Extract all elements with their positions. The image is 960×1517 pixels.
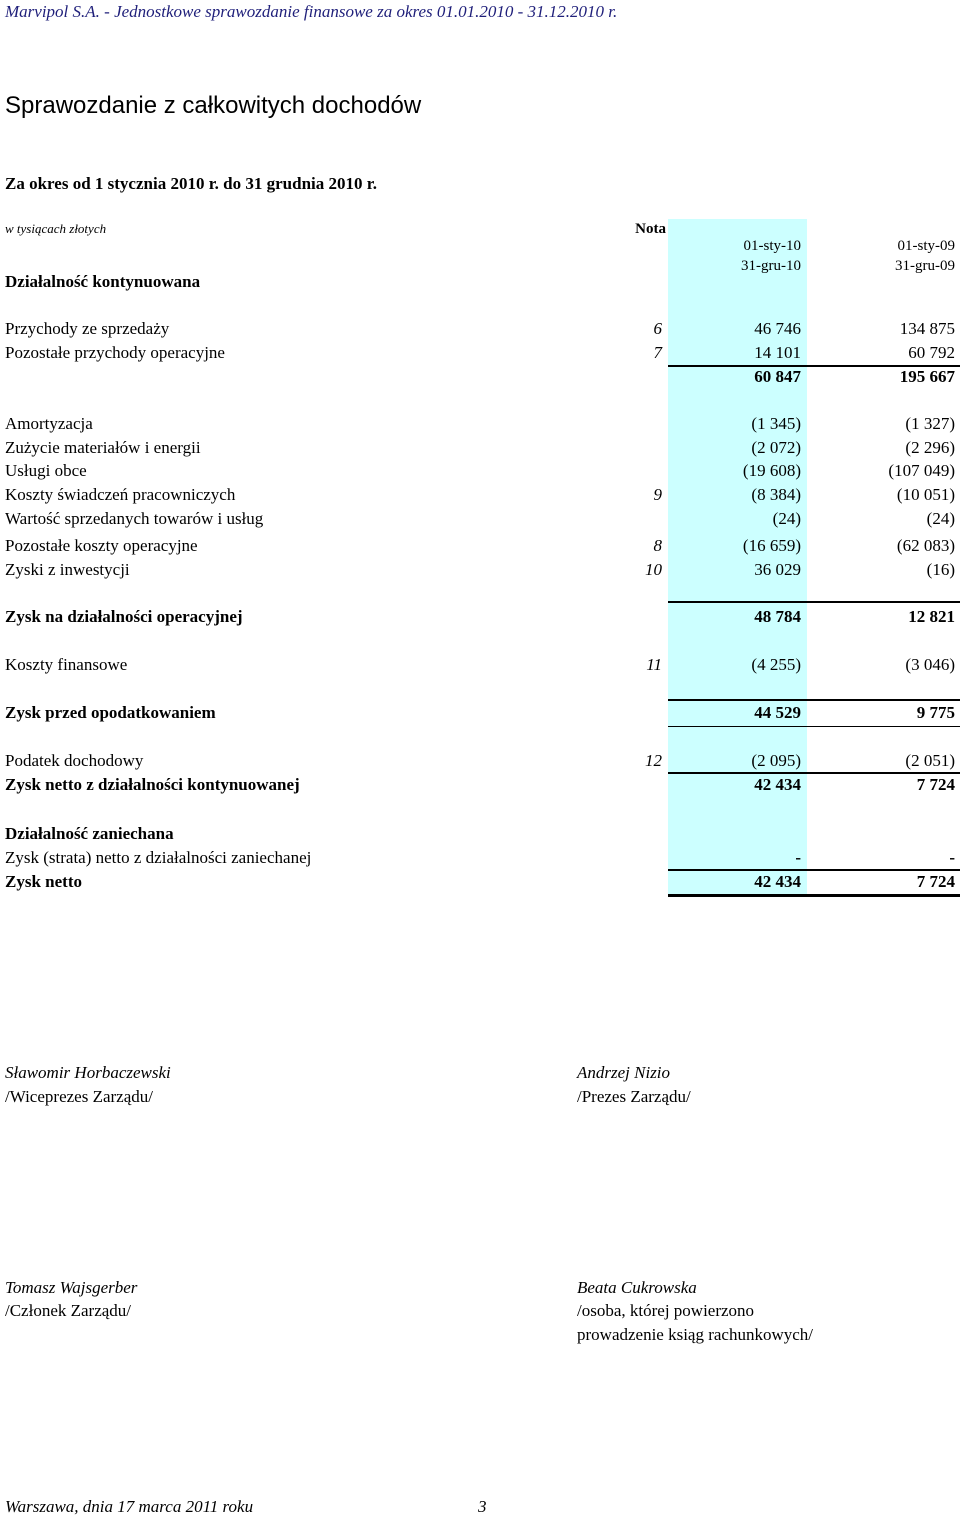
- row-note: 8: [653, 536, 662, 555]
- statement-row: [0, 438, 960, 460]
- pretax-rule: [668, 699, 960, 701]
- signatory-name: Tomasz Wajsgerber: [5, 1278, 138, 1297]
- row-label: Podatek dochodowy: [5, 751, 144, 770]
- row-value-2010: 44 529: [754, 703, 801, 722]
- statement-row: [0, 319, 960, 341]
- row-note: 10: [645, 560, 662, 579]
- row-value-2009: 195 667: [899, 367, 955, 386]
- discontinued-operations-heading: [0, 824, 960, 846]
- currency-units: w tysiącach złotych: [5, 221, 107, 236]
- row-value-2009: -: [949, 848, 955, 867]
- row-value-2010: (4 255): [751, 655, 801, 674]
- statement-title: Sprawozdanie z całkowitych dochodów: [5, 92, 422, 119]
- signatory-role-continued: prowadzenie ksiąg rachunkowych/: [577, 1325, 814, 1344]
- row-value-2009: (24): [926, 509, 955, 528]
- row-value-2009: 60 792: [908, 343, 955, 362]
- document-header: Marvipol S.A. - Jednostkowe sprawozdanie finansowe za okres 01.01.2010 - 31.12.2010 r.: [5, 2, 618, 21]
- signatory-role: /Wiceprezes Zarządu/: [5, 1087, 153, 1106]
- row-value-2009: 7 724: [916, 775, 955, 794]
- signatory-role: /Członek Zarządu/: [5, 1301, 132, 1320]
- row-value-2009: (107 049): [888, 461, 955, 480]
- row-value-2010: (8 384): [751, 485, 801, 504]
- statement-row-subtotal: [0, 775, 960, 797]
- row-label: Pozostałe koszty operacyjne: [5, 536, 198, 555]
- note-column-header: Nota: [635, 221, 666, 237]
- row-label: Koszty finansowe: [5, 655, 128, 674]
- signatory-role: /Prezes Zarządu/: [577, 1087, 691, 1106]
- row-value-2009: 134 875: [899, 319, 955, 338]
- row-label: Pozostałe przychody operacyjne: [5, 343, 225, 362]
- row-value-2010: 48 784: [754, 607, 801, 626]
- row-label: Zysk przed opodatkowaniem: [5, 703, 216, 722]
- row-note: 6: [653, 319, 662, 338]
- row-value-2009: 7 724: [916, 872, 955, 891]
- row-label: Usługi obce: [5, 461, 87, 480]
- row-value-2009: (16): [926, 560, 955, 579]
- row-value-2009: 9 775: [916, 703, 955, 722]
- row-value-2010: 46 746: [754, 319, 801, 338]
- row-value-2009: (62 083): [896, 536, 955, 555]
- row-value-2009: (1 327): [905, 414, 955, 433]
- statement-row: [0, 751, 960, 773]
- row-value-2010: 14 101: [754, 343, 801, 362]
- row-value-2009: (3 046): [905, 655, 955, 674]
- statement-row: [0, 509, 960, 531]
- row-label: Amortyzacja: [5, 414, 93, 433]
- signatory-name: Andrzej Nizio: [577, 1063, 671, 1082]
- row-value-2010: 60 847: [754, 367, 801, 386]
- row-value-2009: 12 821: [908, 607, 955, 626]
- row-value-2009: (2 051): [905, 751, 955, 770]
- signatory-name: Beata Cukrowska: [577, 1278, 697, 1297]
- statement-row: [0, 655, 960, 677]
- row-value-2009: (2 296): [905, 438, 955, 457]
- row-value-2010: (16 659): [742, 536, 801, 555]
- row-label: Zysk netto: [5, 872, 82, 891]
- col2-from-header: 01-sty-09: [897, 238, 955, 254]
- row-label: Zysk na działalności operacyjnej: [5, 607, 243, 626]
- place-and-date: Warszawa, dnia 17 marca 2011 roku: [5, 1497, 254, 1516]
- continuing-operations-heading: Działalność kontynuowana: [5, 272, 201, 291]
- statement-row: [0, 461, 960, 483]
- row-note: 12: [645, 751, 662, 770]
- statement-row: [0, 536, 960, 558]
- signatory-name: Sławomir Horbaczewski: [5, 1063, 171, 1082]
- pretax-underline: [668, 726, 960, 727]
- row-value-2010: (19 608): [742, 461, 801, 480]
- col2-to-header: 31-gru-09: [895, 258, 955, 274]
- row-label: Przychody ze sprzedaży: [5, 319, 170, 338]
- statement-row: [0, 485, 960, 507]
- net-continuing-rule: [668, 772, 960, 774]
- row-label: Działalność zaniechana: [5, 824, 174, 843]
- net-profit-rule: [668, 869, 960, 871]
- statement-row: [0, 560, 960, 582]
- statement-row: [0, 848, 960, 870]
- row-value-2010: (2 095): [751, 751, 801, 770]
- page-number: 3: [478, 1497, 487, 1516]
- row-value-2010: (1 345): [751, 414, 801, 433]
- statement-row: [0, 343, 960, 365]
- row-value-2009: (10 051): [896, 485, 955, 504]
- row-value-2010: (2 072): [751, 438, 801, 457]
- statement-row-total: [0, 872, 960, 894]
- row-label: Zużycie materiałów i energii: [5, 438, 201, 457]
- col1-from-header: 01-sty-10: [743, 238, 801, 254]
- row-label: Zysk netto z działalności kontynuowanej: [5, 775, 300, 794]
- row-value-2010: -: [795, 848, 801, 867]
- net-profit-double-underline: [668, 894, 960, 897]
- statement-row-subtotal: [0, 367, 960, 389]
- row-value-2010: 42 434: [754, 872, 801, 891]
- statement-row: [0, 414, 960, 436]
- row-note: 11: [646, 655, 662, 674]
- statement-row-subtotal: [0, 607, 960, 629]
- reporting-period: Za okres od 1 stycznia 2010 r. do 31 grudnia 2010 r.: [5, 174, 377, 193]
- row-label: Koszty świadczeń pracowniczych: [5, 485, 236, 504]
- col1-to-header: 31-gru-10: [741, 258, 801, 274]
- signatory-role: /osoba, której powierzono: [577, 1301, 755, 1320]
- row-label: Zysk (strata) netto z działalności zaniechanej: [5, 848, 312, 867]
- row-note: 9: [653, 485, 662, 504]
- row-value-2010: 42 434: [754, 775, 801, 794]
- row-label: Wartość sprzedanych towarów i usług: [5, 509, 264, 528]
- row-value-2010: 36 029: [754, 560, 801, 579]
- row-value-2010: (24): [772, 509, 801, 528]
- row-note: 7: [653, 343, 662, 362]
- row-label: Zyski z inwestycji: [5, 560, 130, 579]
- statement-row-subtotal: [0, 703, 960, 725]
- operating-profit-rule: [668, 601, 960, 603]
